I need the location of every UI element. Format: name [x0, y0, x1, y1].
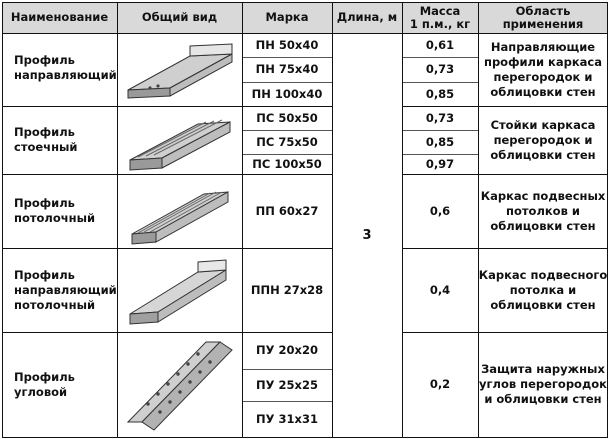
- group-2-mass-3: 0,97: [425, 156, 455, 171]
- grid-line: [402, 57, 478, 58]
- group-1-mark-2: ПН 75х40: [255, 62, 319, 76]
- header-mass: Масса 1 п.м., кг: [402, 2, 478, 33]
- group-4-name: Профиль направляющий потолочный: [14, 267, 117, 312]
- grid-line: [2, 106, 332, 107]
- grid-line: [402, 2, 403, 437]
- group-2-mark-1: ПС 50х50: [256, 110, 318, 125]
- group-4-mark-1: ППН 27х28: [250, 282, 324, 297]
- header-view: Общий вид: [117, 2, 242, 33]
- group-5-area: Защита наружных углов перегородок и облицовки стен: [479, 362, 607, 406]
- header-mark: Марка: [242, 2, 332, 33]
- grid-line: [402, 154, 478, 155]
- group-2-mass-2: 0,85: [425, 134, 455, 149]
- grid-line: [402, 130, 478, 131]
- group-1-mass-1: 0,61: [425, 37, 455, 52]
- grid-line: [478, 2, 479, 437]
- grid-line: [402, 82, 478, 83]
- grid-line: [402, 174, 608, 175]
- group-4-area: Каркас подвесного потолка и облицовки стен: [478, 267, 608, 312]
- grid-line: [242, 82, 332, 83]
- group-3-name: Профиль потолочный: [14, 196, 96, 225]
- grid-line: [242, 130, 332, 131]
- ceiling-guide-profile-drawing: [120, 252, 238, 328]
- group-2-name: Профиль стоечный: [14, 125, 78, 154]
- ceiling-profile-drawing: [120, 178, 238, 246]
- grid-line: [402, 248, 608, 249]
- header-area: Область применения: [478, 2, 608, 33]
- group-1-area: Направляющие профили каркаса перегородок и облицовки стен: [484, 39, 602, 99]
- group-1-mass-2: 0,73: [425, 62, 455, 76]
- grid-line: [242, 2, 243, 437]
- group-5-mass-1: 0,2: [429, 377, 451, 391]
- group-2-mark-2: ПС 75х50: [256, 134, 318, 149]
- grid-line: [2, 332, 332, 333]
- grid-line: [242, 369, 332, 370]
- guide-profile-drawing: [120, 38, 238, 102]
- group-5-mark-1: ПУ 20х20: [256, 343, 318, 357]
- grid-line: [607, 2, 608, 437]
- grid-line: [2, 2, 3, 437]
- grid-line: [2, 174, 332, 175]
- corner-profile-drawing: [120, 334, 238, 434]
- group-1-mark-3: ПН 100х40: [251, 86, 323, 101]
- group-3-mark-1: ПП 60х27: [255, 203, 319, 218]
- group-1-name: Профиль направляющий: [14, 53, 117, 82]
- group-2-mark-3: ПС 100х50: [252, 156, 322, 171]
- group-4-mass-1: 0,4: [429, 282, 451, 297]
- group-3-mass-1: 0,6: [429, 203, 451, 218]
- grid-line: [2, 248, 332, 249]
- group-1-mark-1: ПН 50х40: [255, 37, 319, 52]
- group-1-mass-3: 0,85: [425, 86, 455, 101]
- grid-line: [402, 106, 608, 107]
- grid-line: [242, 401, 332, 402]
- group-5-name: Профиль угловой: [14, 369, 75, 399]
- group-5-mark-3: ПУ 31х31: [256, 411, 318, 426]
- grid-line: [117, 2, 118, 437]
- grid-line: [2, 437, 608, 438]
- grid-line: [332, 2, 333, 437]
- group-2-mass-1: 0,73: [425, 110, 455, 125]
- grid-line: [2, 2, 608, 3]
- header-name: Наименование: [2, 2, 117, 33]
- length-value: 3: [362, 227, 372, 243]
- grid-line: [242, 154, 332, 155]
- grid-line: [242, 57, 332, 58]
- grid-line: [402, 332, 608, 333]
- grid-line: [2, 33, 608, 34]
- group-3-area: Каркас подвесных потолков и облицовки стен: [480, 188, 606, 233]
- group-5-mark-2: ПУ 25х25: [256, 377, 318, 392]
- group-2-area: Стойки каркаса перегородок и облицовки стен: [490, 117, 596, 162]
- header-length: Длина, м: [332, 2, 402, 33]
- stud-profile-drawing: [120, 110, 238, 172]
